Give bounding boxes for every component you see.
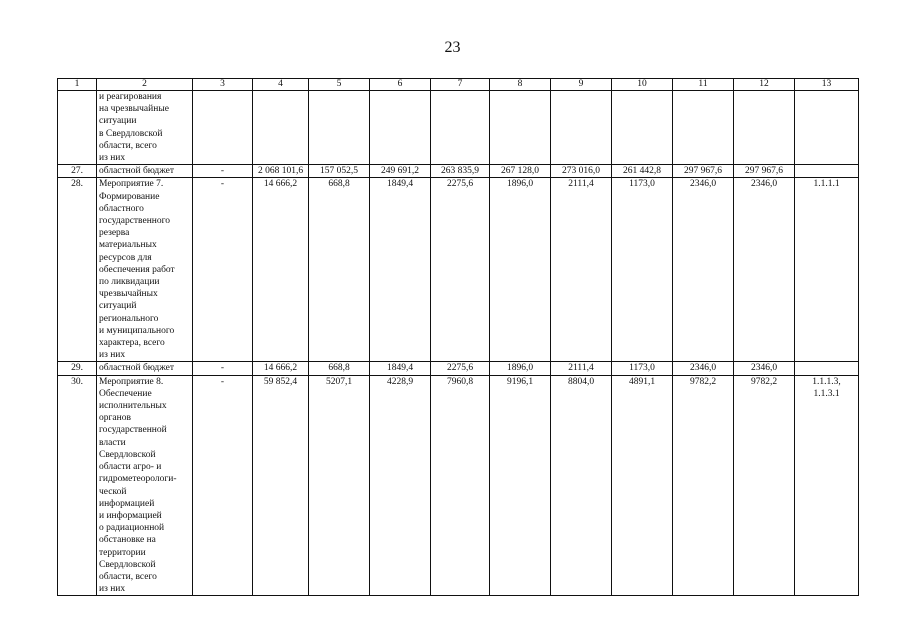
row-target-indicator	[795, 91, 859, 165]
description-line: из них	[99, 584, 126, 595]
page-number: 23	[444, 39, 461, 56]
row-number: 29.	[58, 362, 97, 375]
description-line: резерва	[99, 228, 130, 239]
table-body	[58, 91, 859, 596]
column-header-4: 4	[253, 79, 309, 91]
value-cell-col-7: 7960,8	[431, 375, 490, 596]
description-line: ческой	[99, 486, 127, 497]
value-cell-col-8: 1896,0	[490, 362, 551, 375]
description-line: Свердловской	[99, 449, 156, 460]
column-header-10: 10	[612, 79, 673, 91]
row-target-indicator	[795, 362, 859, 375]
table-row	[58, 91, 859, 165]
value-cell-col-6: 1849,4	[370, 178, 431, 362]
value-cell-col-5: 668,8	[309, 178, 370, 362]
value-cell-col-10: 1173,0	[612, 362, 673, 375]
value-cell-col-7: 263 835,9	[431, 165, 490, 178]
description-line: области, всего	[99, 140, 157, 151]
value-cell-col-10: 261 442,8	[612, 165, 673, 178]
value-cell-col-7	[431, 91, 490, 165]
row-source-column	[193, 91, 253, 165]
row-target-indicator: 1.1.1.1	[795, 178, 859, 362]
table-row	[58, 178, 859, 362]
value-cell-col-12: 2346,0	[734, 178, 795, 362]
description-line: обстановке на	[99, 535, 156, 546]
description-line: ситуаций	[99, 301, 137, 312]
value-cell-col-9	[551, 91, 612, 165]
description-line: Свердловской	[99, 559, 156, 570]
description-line: ресурсов для	[99, 252, 152, 263]
description-line: и муниципального	[99, 325, 175, 336]
value-cell-col-7: 2275,6	[431, 362, 490, 375]
description-line: характера, всего	[99, 338, 165, 349]
description-line: обеспечения работ	[99, 264, 175, 275]
value-cell-col-12	[734, 91, 795, 165]
description-line: регионального	[99, 313, 159, 324]
value-cell-col-6: 1849,4	[370, 362, 431, 375]
row-number: 30.	[58, 375, 97, 596]
description-line: о радиационной	[99, 523, 165, 534]
column-header-6: 6	[370, 79, 431, 91]
program-funding-table	[57, 78, 859, 596]
value-cell-col-12: 297 967,6	[734, 165, 795, 178]
row-number: 27.	[58, 165, 97, 178]
value-cell-col-9: 8804,0	[551, 375, 612, 596]
description-line: чрезвычайных	[99, 289, 158, 300]
value-cell-col-4: 14 666,2	[253, 362, 309, 375]
value-cell-col-6: 4228,9	[370, 375, 431, 596]
description-line: Формирование	[99, 191, 160, 202]
row-source-column: -	[193, 178, 253, 362]
description-line: и реагирования	[99, 92, 162, 102]
description-line: из них	[99, 350, 126, 361]
description-line: областного	[99, 203, 144, 214]
column-header-1: 1	[58, 79, 97, 91]
column-header-12: 12	[734, 79, 795, 91]
value-cell-col-5	[309, 91, 370, 165]
description-line: и информацией	[99, 510, 162, 521]
row-description	[97, 362, 193, 375]
column-header-3: 3	[193, 79, 253, 91]
value-cell-col-5: 157 052,5	[309, 165, 370, 178]
value-cell-col-9: 273 016,0	[551, 165, 612, 178]
value-cell-col-4: 14 666,2	[253, 178, 309, 362]
value-cell-col-4	[253, 91, 309, 165]
value-cell-col-11	[673, 91, 734, 165]
table-row	[58, 375, 859, 596]
value-cell-col-4: 2 068 101,6	[253, 165, 309, 178]
value-cell-col-6	[370, 91, 431, 165]
header-row	[58, 79, 859, 91]
value-cell-col-4: 59 852,4	[253, 375, 309, 596]
value-cell-col-11: 2346,0	[673, 362, 734, 375]
column-header-13: 13	[795, 79, 859, 91]
column-header-7: 7	[431, 79, 490, 91]
column-header-5: 5	[309, 79, 370, 91]
description-line: власти	[99, 437, 126, 448]
value-cell-col-7: 2275,6	[431, 178, 490, 362]
value-cell-col-8: 267 128,0	[490, 165, 551, 178]
description-line: по ликвидации	[99, 277, 160, 288]
description-line: государственной	[99, 425, 167, 436]
value-cell-col-9: 2111,4	[551, 362, 612, 375]
description-line: Мероприятие 7.	[99, 179, 164, 190]
column-header-8: 8	[490, 79, 551, 91]
column-header-2: 2	[97, 79, 193, 91]
row-description	[97, 375, 193, 596]
value-cell-col-8: 1896,0	[490, 178, 551, 362]
description-line: государственного	[99, 216, 171, 227]
description-line: Мероприятие 8.	[99, 376, 164, 387]
value-cell-col-6: 249 691,2	[370, 165, 431, 178]
value-cell-col-8	[490, 91, 551, 165]
description-line: гидрометеорологи-	[99, 474, 177, 485]
column-header-11: 11	[673, 79, 734, 91]
description-line: информацией	[99, 498, 155, 509]
value-cell-col-11: 297 967,6	[673, 165, 734, 178]
row-source-column: -	[193, 165, 253, 178]
value-cell-col-10: 4891,1	[612, 375, 673, 596]
description-line: на чрезвычайные	[99, 104, 169, 115]
row-source-column: -	[193, 362, 253, 375]
value-cell-col-11: 9782,2	[673, 375, 734, 596]
row-source-column: -	[193, 375, 253, 596]
value-cell-col-9: 2111,4	[551, 178, 612, 362]
value-cell-col-8: 9196,1	[490, 375, 551, 596]
description-line: областной бюджет	[99, 166, 175, 177]
description-line: областной бюджет	[99, 363, 175, 374]
value-cell-col-10	[612, 91, 673, 165]
description-line: органов	[99, 413, 131, 424]
row-number: 28.	[58, 178, 97, 362]
description-line: Обеспечение	[99, 388, 152, 399]
value-cell-col-10: 1173,0	[612, 178, 673, 362]
description-line: материальных	[99, 240, 157, 251]
value-cell-col-12: 9782,2	[734, 375, 795, 596]
value-cell-col-12: 2346,0	[734, 362, 795, 375]
description-line: территории	[99, 547, 146, 558]
description-line: исполнительных	[99, 401, 167, 412]
description-line: области агро- и	[99, 462, 162, 473]
row-target-indicator: 1.1.1.3, 1.1.3.1	[795, 375, 859, 596]
description-line: ситуации	[99, 116, 137, 127]
table-row	[58, 362, 859, 375]
value-cell-col-5: 668,8	[309, 362, 370, 375]
row-description	[97, 165, 193, 178]
row-description	[97, 178, 193, 362]
table-row	[58, 165, 859, 178]
value-cell-col-11: 2346,0	[673, 178, 734, 362]
row-number	[58, 91, 97, 165]
column-header-9: 9	[551, 79, 612, 91]
row-target-indicator	[795, 165, 859, 178]
row-description	[97, 91, 193, 165]
description-line: из них	[99, 153, 126, 164]
value-cell-col-5: 5207,1	[309, 375, 370, 596]
description-line: области, всего	[99, 571, 157, 582]
description-line: в Свердловской	[99, 128, 163, 139]
